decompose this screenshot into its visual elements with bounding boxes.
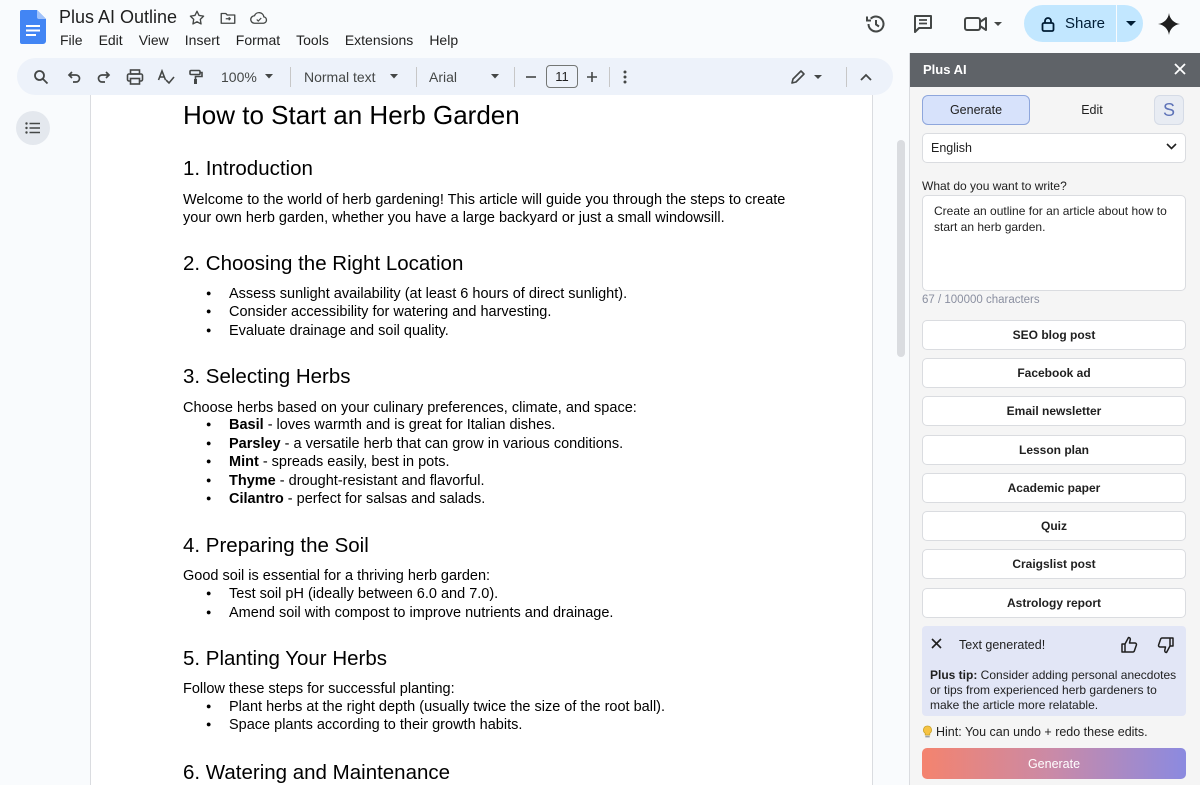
menu-edit[interactable]: Edit — [98, 32, 123, 48]
dismiss-close-icon[interactable] — [931, 638, 942, 649]
menu-insert[interactable]: Insert — [184, 32, 220, 48]
herb-desc: - spreads easily, best in pots. — [258, 454, 450, 470]
sidebar-header — [910, 53, 1200, 87]
prompt-label: What do you want to write? — [922, 179, 1067, 193]
menu-tools[interactable]: Tools — [296, 32, 329, 48]
hide-menus-chevron-up-icon[interactable] — [860, 58, 872, 95]
section-heading: 5. Planting Your Herbs — [183, 647, 387, 670]
zoom-select[interactable] — [221, 58, 273, 95]
sidebar-title: Plus AI — [923, 62, 967, 77]
print-icon[interactable] — [126, 58, 144, 95]
document-title[interactable]: Plus AI Outline — [59, 7, 178, 27]
style-select[interactable] — [304, 58, 398, 95]
share-dropdown-icon[interactable] — [1119, 5, 1143, 42]
lightbulb-icon — [922, 725, 933, 739]
redo-icon[interactable] — [96, 58, 112, 95]
share-divider — [1116, 5, 1117, 42]
menu-format[interactable]: Format — [235, 32, 281, 48]
decrease-font-size-icon[interactable] — [525, 58, 537, 95]
toolbar-divider — [846, 67, 847, 87]
toolbar-divider — [609, 67, 610, 87]
preset-seo-blog-post[interactable]: SEO blog post — [922, 320, 1186, 350]
herb-desc: - perfect for salsas and salads. — [283, 491, 486, 507]
undo-hint — [922, 725, 1148, 739]
list-item: ● Space plants according to their growth habits. — [229, 717, 522, 733]
tip-label: Plus tip: — [930, 668, 978, 682]
chevron-down-icon — [265, 74, 273, 79]
paragraph: Follow these steps for successful planting: — [183, 681, 455, 697]
zoom-value: 100% — [221, 68, 257, 85]
meet-video-icon[interactable] — [963, 12, 1005, 36]
paragraph: Good soil is essential for a thriving herb garden: — [183, 568, 491, 584]
herb-desc: - a versatile herb that can grow in various conditions. — [280, 436, 624, 452]
list-item: ● Amend soil with compost to improve nutrients and drainage. — [229, 605, 613, 621]
list-item: ● Evaluate drainage and soil quality. — [229, 323, 449, 339]
paint-format-icon[interactable] — [188, 58, 204, 95]
menu-bar — [52, 31, 466, 49]
list-item — [229, 473, 485, 489]
preset-email-newsletter[interactable]: Email newsletter — [922, 396, 1186, 426]
title-bar — [0, 0, 1200, 56]
tab-generate[interactable]: Generate — [922, 95, 1030, 125]
herb-name: Basil — [229, 417, 264, 433]
tip-body: Consider adding personal anecdotes or tips from experienced herb gardeners to make the article more relatable. — [930, 668, 1177, 712]
gemini-sparkle-icon[interactable] — [1157, 12, 1181, 36]
menu-file[interactable]: File — [60, 32, 83, 48]
toolbar-divider — [290, 67, 291, 87]
section-heading: 2. Choosing the Right Location — [183, 252, 464, 275]
herb-name: Mint — [229, 454, 259, 470]
preset-craigslist-post[interactable]: Craigslist post — [922, 549, 1186, 579]
chevron-down-icon — [1166, 143, 1177, 150]
language-value: English — [931, 141, 972, 155]
move-folder-icon[interactable] — [219, 9, 239, 29]
menu-extensions[interactable]: Extensions — [344, 32, 414, 48]
menu-view[interactable]: View — [138, 32, 169, 48]
plus-ai-sidebar — [909, 53, 1200, 785]
herb-name: Thyme — [229, 473, 276, 489]
share-label: Share — [1065, 15, 1106, 32]
list-item — [229, 454, 450, 470]
font-size-input[interactable]: 11 — [546, 65, 578, 88]
close-icon[interactable] — [1173, 62, 1187, 76]
plus-tip — [930, 668, 1182, 713]
paragraph: your own herb garden, whether you have a large backyard or just a small windowsill. — [183, 210, 725, 226]
toolbar-divider — [416, 67, 417, 87]
docs-logo-icon[interactable] — [20, 10, 46, 44]
star-icon[interactable] — [188, 9, 208, 29]
list-item — [229, 417, 555, 433]
share-main-button[interactable] — [1024, 5, 1116, 42]
hint-text: Hint: You can undo + redo these edits. — [936, 725, 1148, 739]
thumbs-down-icon[interactable] — [1157, 636, 1175, 654]
toolbar-divider — [514, 67, 515, 87]
list-item: ● Test soil pH (ideally between 6.0 and 7.0). — [229, 586, 498, 602]
avatar[interactable]: S — [1154, 95, 1184, 125]
chevron-down-icon — [390, 74, 398, 79]
section-heading: 3. Selecting Herbs — [183, 365, 351, 388]
list-item: ● Consider accessibility for watering and harvesting. — [229, 304, 551, 320]
menu-help[interactable]: Help — [429, 32, 459, 48]
chevron-down-icon — [491, 74, 499, 79]
herb-name: Parsley — [229, 436, 281, 452]
result-notice — [922, 626, 1186, 716]
paragraph: Choose herbs based on your culinary preferences, climate, and space: — [183, 400, 637, 416]
preset-quiz[interactable]: Quiz — [922, 511, 1186, 541]
herb-name: Cilantro — [229, 491, 284, 507]
tab-edit[interactable]: Edit — [1081, 103, 1103, 117]
font-value: Arial — [429, 68, 458, 85]
style-value: Normal text — [304, 68, 376, 85]
list-item — [229, 436, 623, 452]
document-scrollbar[interactable] — [897, 140, 905, 357]
herb-desc: - loves warmth and is great for Italian dishes. — [263, 417, 556, 433]
more-options-icon[interactable] — [623, 58, 627, 95]
paragraph: Welcome to the world of herb gardening! This article will guide you through the steps to create — [183, 192, 786, 208]
section-heading: 6. Watering and Maintenance — [183, 761, 451, 784]
increase-font-size-icon[interactable] — [586, 58, 598, 95]
section-heading: 1. Introduction — [183, 157, 313, 180]
preset-facebook-ad[interactable]: Facebook ad — [922, 358, 1186, 388]
thumbs-up-icon[interactable] — [1120, 636, 1138, 654]
undo-icon[interactable] — [66, 58, 82, 95]
lock-icon — [1041, 16, 1055, 32]
list-item — [229, 491, 485, 507]
result-status: Text generated! — [959, 638, 1046, 652]
list-item: ● Plant herbs at the right depth (usually twice the size of the root ball). — [229, 699, 665, 715]
preset-lesson-plan[interactable]: Lesson plan — [922, 435, 1186, 465]
section-heading: 4. Preparing the Soil — [183, 534, 369, 557]
editing-mode-pencil-icon[interactable] — [790, 58, 826, 95]
document-page[interactable] — [90, 95, 873, 785]
spellcheck-icon[interactable] — [157, 58, 175, 95]
doc-title-heading: How to Start an Herb Garden — [183, 100, 520, 130]
generate-button[interactable]: Generate — [922, 748, 1186, 779]
formatting-toolbar — [17, 58, 893, 95]
share-button[interactable] — [1024, 5, 1143, 42]
search-menus-icon[interactable] — [33, 58, 49, 95]
list-item: ● Assess sunlight availability (at least 6 hours of direct sunlight). — [229, 286, 627, 302]
language-select[interactable] — [922, 133, 1186, 163]
preset-academic-paper[interactable]: Academic paper — [922, 473, 1186, 503]
prompt-textarea[interactable] — [922, 195, 1186, 291]
preset-astrology-report[interactable]: Astrology report — [922, 588, 1186, 618]
version-history-icon[interactable] — [864, 12, 888, 36]
character-count: 67 / 100000 characters — [922, 294, 1040, 306]
herb-desc: - drought-resistant and flavorful. — [275, 473, 485, 489]
comments-icon[interactable] — [911, 12, 935, 36]
font-select[interactable] — [429, 58, 499, 95]
cloud-saved-icon[interactable] — [249, 9, 269, 29]
document-outline-icon[interactable] — [16, 111, 50, 145]
